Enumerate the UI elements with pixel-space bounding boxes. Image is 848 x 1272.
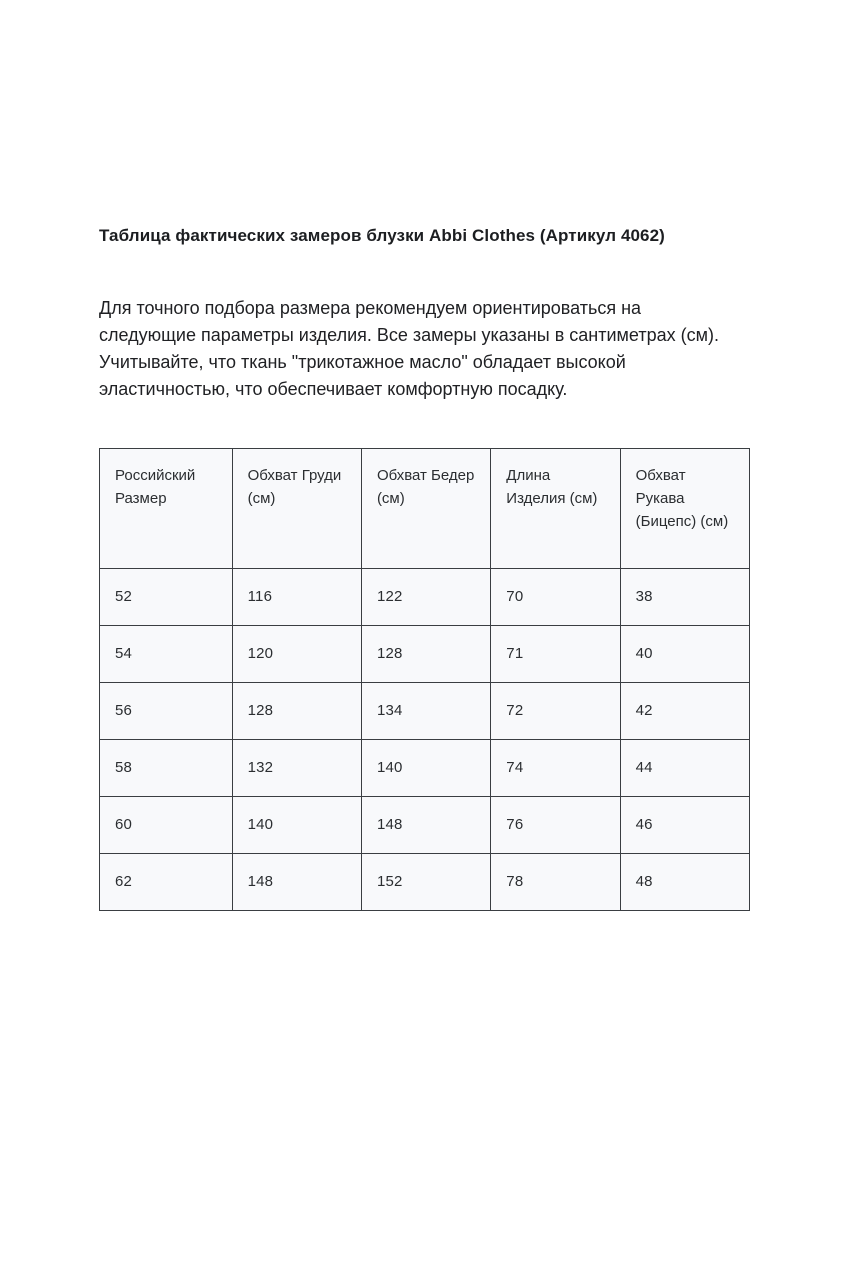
cell-hips: 122	[361, 569, 490, 626]
column-header-chest: Обхват Груди (см)	[232, 449, 361, 569]
cell-sleeve: 38	[620, 569, 749, 626]
cell-chest: 128	[232, 683, 361, 740]
cell-sleeve: 40	[620, 626, 749, 683]
size-table-body	[100, 569, 750, 911]
cell-chest: 132	[232, 740, 361, 797]
size-table-header	[100, 449, 750, 569]
cell-size: 60	[100, 797, 233, 854]
table-row	[100, 683, 750, 740]
cell-sleeve: 42	[620, 683, 749, 740]
table-header-row	[100, 449, 750, 569]
cell-hips: 128	[361, 626, 490, 683]
cell-chest: 120	[232, 626, 361, 683]
column-header-hips: Обхват Бедер (см)	[361, 449, 490, 569]
cell-sleeve: 48	[620, 854, 749, 911]
cell-length: 71	[491, 626, 620, 683]
cell-chest: 148	[232, 854, 361, 911]
cell-length: 76	[491, 797, 620, 854]
cell-length: 78	[491, 854, 620, 911]
column-header-russian-size: Российский Размер	[100, 449, 233, 569]
table-row	[100, 569, 750, 626]
page-title: Таблица фактических замеров блузки Abbi Clothes (Артикул 4062)	[99, 226, 665, 245]
cell-chest: 116	[232, 569, 361, 626]
cell-hips: 152	[361, 854, 490, 911]
cell-length: 72	[491, 683, 620, 740]
table-row	[100, 626, 750, 683]
cell-length: 74	[491, 740, 620, 797]
cell-hips: 148	[361, 797, 490, 854]
cell-chest: 140	[232, 797, 361, 854]
table-row	[100, 854, 750, 911]
cell-size: 58	[100, 740, 233, 797]
cell-sleeve: 46	[620, 797, 749, 854]
table-row	[100, 740, 750, 797]
intro-paragraph: Для точного подбора размера рекомендуем ориентироваться на следующие параметры изделия. Все замеры указаны в сантиметрах (см). Учитывайте, что ткань "трикотажное масло" обладает высокой эластичностью, что обеспечивает комфортную посадку.	[99, 298, 719, 399]
column-header-length: Длина Изделия (см)	[491, 449, 620, 569]
cell-size: 52	[100, 569, 233, 626]
column-header-sleeve: Обхват Рукава (Бицепс) (см)	[620, 449, 749, 569]
cell-size: 62	[100, 854, 233, 911]
cell-sleeve: 44	[620, 740, 749, 797]
table-row	[100, 797, 750, 854]
cell-hips: 134	[361, 683, 490, 740]
cell-size: 54	[100, 626, 233, 683]
size-table	[99, 448, 750, 911]
cell-hips: 140	[361, 740, 490, 797]
cell-length: 70	[491, 569, 620, 626]
cell-size: 56	[100, 683, 233, 740]
